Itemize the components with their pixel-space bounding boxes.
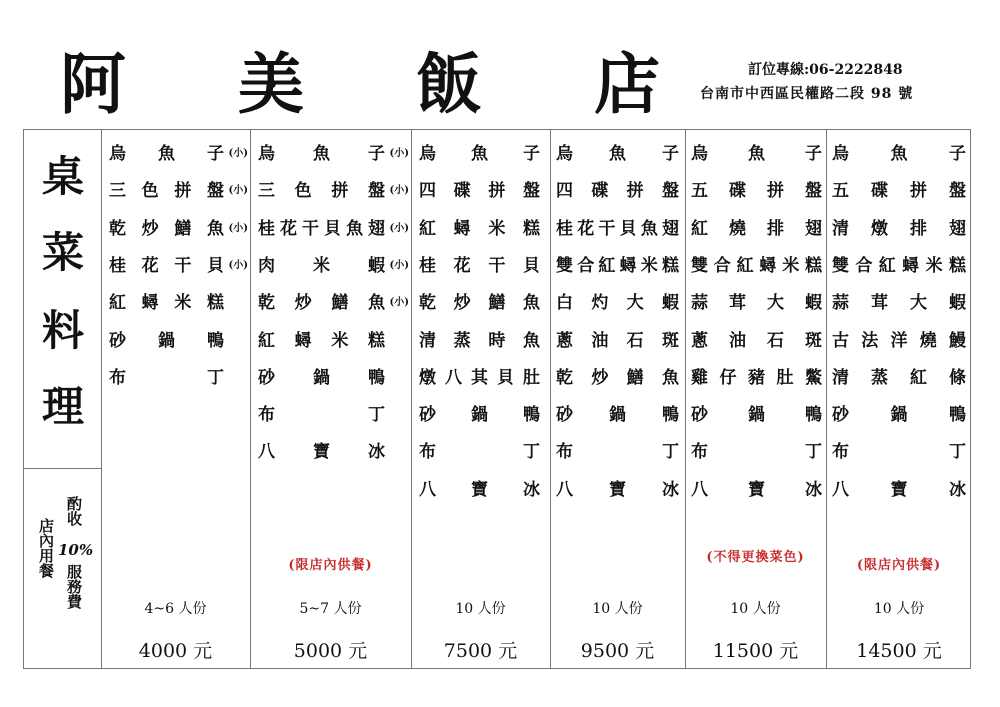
dish-char: 肉 — [258, 255, 275, 276]
dish-char: 拼 — [910, 181, 927, 202]
dish-char: 子 — [523, 144, 540, 164]
dish-char: 蟳 — [453, 218, 471, 239]
dish-char: 布 — [419, 442, 436, 463]
dish-char: 大 — [910, 293, 927, 314]
title-char-1: 阿 — [60, 45, 126, 123]
dish-char: 茸 — [871, 293, 888, 314]
dish-char: 盤 — [522, 181, 540, 202]
dish-char: 五 — [691, 181, 708, 202]
dish-char: 糕 — [206, 293, 224, 314]
dish-char: 子 — [207, 144, 224, 164]
dish-char: 合 — [713, 255, 731, 276]
dish-char: 糕 — [804, 255, 822, 276]
heading-char: 理 — [41, 382, 84, 431]
dish-char: 丁 — [662, 442, 679, 463]
price: 5000 元 — [293, 640, 368, 662]
dish-char: 八 — [556, 479, 573, 500]
dish-char: 丁 — [207, 367, 224, 388]
dish-char: 布 — [832, 442, 849, 463]
dish-char: 蟳 — [759, 255, 777, 276]
remark-note: (限店內供餐) — [288, 558, 373, 573]
dish-char: 布 — [691, 442, 708, 463]
dish-char: 魚 — [661, 367, 679, 388]
dish-char: 布 — [258, 405, 275, 426]
dish-char: 砂 — [832, 405, 849, 426]
dish-char: 石 — [626, 330, 644, 351]
menu-footer — [826, 130, 972, 668]
side-heading — [24, 130, 101, 468]
dish-char: 砂 — [691, 405, 708, 426]
title-char-4: 店 — [594, 45, 660, 123]
small-portion-tag: (小) — [228, 185, 248, 197]
dish-char: 白 — [556, 293, 573, 314]
dish-char: 碟 — [871, 181, 888, 202]
dish-char: 排 — [910, 218, 927, 239]
dish-char: 雙 — [832, 255, 849, 276]
contact-info — [700, 58, 965, 106]
remark-note: (限店內供餐) — [856, 558, 942, 573]
dish-char: 清 — [419, 330, 436, 351]
dish-char: 鍋 — [313, 367, 330, 388]
menu-column-3 — [411, 130, 550, 668]
title-char-3: 飯 — [416, 45, 482, 123]
serving-size: 10 人份 — [455, 601, 506, 617]
dish-char: 拼 — [174, 181, 192, 202]
dish-char: 干 — [598, 218, 616, 239]
dish-char: 拼 — [331, 181, 349, 202]
dish-char: 鱔 — [626, 367, 644, 388]
dish-char: 鴨 — [949, 405, 966, 426]
dish-char: 雞 — [691, 367, 708, 388]
dish-char: 烏 — [832, 144, 849, 164]
dish-char: 燒 — [729, 218, 746, 239]
dish-char: 乾 — [258, 293, 275, 314]
dish-char: 鴨 — [368, 367, 385, 388]
dish-char: 清 — [832, 218, 849, 239]
menu-footer — [550, 130, 685, 668]
dish-char: 洋 — [890, 330, 908, 351]
dish-char: 油 — [591, 330, 609, 351]
dish-char: 桂 — [556, 218, 573, 239]
dish-char: 烏 — [691, 144, 708, 164]
dish-char: 魚 — [471, 144, 488, 164]
menu-column-4 — [550, 130, 685, 668]
dish-char: 乾 — [556, 367, 573, 388]
dish-char: 蔥 — [691, 330, 708, 351]
dish-char: 桂 — [258, 218, 275, 239]
dish-char: 炒 — [294, 293, 312, 314]
dish-char: 干 — [488, 255, 506, 276]
dish-char: 蝦 — [661, 293, 679, 314]
dine-in-label: 店內用餐 — [37, 518, 55, 578]
dish-char: 蒜 — [691, 293, 708, 314]
dish-char: 貝 — [497, 367, 514, 388]
dish-char: 魚 — [522, 293, 540, 314]
dish-char: 蟳 — [141, 293, 159, 314]
dish-char: 砂 — [109, 330, 126, 351]
dish-char: 鱔 — [174, 218, 192, 239]
dish-char: 蝦 — [805, 293, 822, 314]
price: 9500 元 — [580, 640, 655, 662]
dish-char: 雙 — [556, 255, 573, 276]
dish-char: 大 — [626, 293, 644, 314]
dish-char: 三 — [258, 181, 275, 202]
dish-char: 拼 — [767, 181, 784, 202]
small-portion-tag: (小) — [389, 222, 409, 234]
dish-char: 紅 — [258, 330, 275, 351]
dish-char: 拼 — [488, 181, 506, 202]
dish-char: 丁 — [368, 405, 385, 426]
dish-char: 色 — [141, 181, 159, 202]
dish-char: 糕 — [661, 255, 679, 276]
dish-char: 冰 — [662, 479, 679, 500]
dish-char: 翅 — [368, 218, 385, 239]
dish-char: 燒 — [919, 330, 937, 351]
dish-char: 砂 — [556, 405, 573, 426]
dish-char: 干 — [174, 255, 192, 276]
dish-char: 蝦 — [368, 255, 385, 276]
dish-char: 糕 — [522, 218, 540, 239]
dish-char: 貝 — [324, 218, 341, 239]
dish-char: 八 — [258, 442, 275, 463]
title-char-2: 美 — [238, 45, 304, 123]
dish-char: 碟 — [453, 181, 471, 202]
dish-char: 炒 — [591, 367, 609, 388]
dish-char: 冰 — [523, 479, 540, 500]
menu-footer — [411, 130, 550, 668]
dish-char: 紅 — [910, 367, 927, 388]
dish-char: 紅 — [736, 255, 754, 276]
dish-char: 魚 — [158, 144, 175, 164]
dish-char: 條 — [949, 367, 966, 388]
dish-char: 拼 — [626, 181, 644, 202]
dish-char: 仔 — [719, 367, 737, 388]
price: 7500 元 — [443, 640, 518, 662]
charge-label-bottom: 服務費 — [65, 564, 83, 609]
dish-char: 砂 — [419, 405, 436, 426]
dish-char: 清 — [832, 367, 849, 388]
dish-char: 燉 — [419, 367, 436, 388]
dish-char: 八 — [419, 479, 436, 500]
small-portion-tag: (小) — [389, 148, 409, 159]
address-line: 台南市中西區民權路二段 98 號 — [700, 86, 914, 102]
dish-char: 米 — [331, 330, 349, 351]
dish-char: 魚 — [890, 144, 908, 164]
dish-char: 鍋 — [471, 405, 488, 426]
dish-char: 鱔 — [331, 293, 349, 314]
dish-char: 翅 — [949, 218, 966, 239]
dish-char: 烏 — [258, 144, 275, 164]
menu-column-5 — [685, 130, 826, 668]
dish-char: 冰 — [805, 479, 822, 500]
dish-char: 烏 — [556, 144, 573, 164]
dish-char: 鴨 — [805, 405, 822, 426]
dish-char: 炒 — [453, 293, 471, 314]
dish-char: 烏 — [109, 144, 126, 164]
dish-char: 翅 — [805, 218, 822, 239]
dish-char: 色 — [294, 181, 312, 202]
dish-char: 布 — [109, 367, 126, 388]
dish-char: 魚 — [313, 144, 330, 164]
dish-char: 冰 — [949, 479, 966, 500]
dish-char: 花 — [280, 218, 297, 239]
dish-char: 米 — [313, 255, 330, 276]
dish-char: 四 — [419, 181, 436, 202]
dish-char: 桂 — [109, 255, 126, 276]
dish-char: 合 — [577, 255, 595, 276]
dish-char: 丁 — [523, 442, 540, 463]
dish-char: 丁 — [805, 442, 822, 463]
dish-char: 魚 — [346, 218, 363, 239]
dish-char: 米 — [488, 218, 506, 239]
dish-char: 糕 — [367, 330, 385, 351]
dish-char: 米 — [782, 255, 800, 276]
dish-char: 干 — [302, 218, 319, 239]
dish-char: 八 — [832, 479, 849, 500]
charge-percent: 10% — [58, 541, 94, 559]
dish-char: 紅 — [419, 218, 436, 239]
small-portion-tag: (小) — [389, 185, 409, 197]
small-portion-tag: (小) — [228, 148, 248, 159]
dish-char: 布 — [556, 442, 573, 463]
dish-char: 肚 — [523, 367, 540, 388]
small-portion-tag: (小) — [228, 259, 248, 271]
dish-char: 大 — [767, 293, 784, 314]
dish-char: 魚 — [609, 144, 626, 164]
menu-column-6 — [826, 130, 972, 668]
dish-char: 魚 — [206, 218, 224, 239]
dish-char: 八 — [445, 367, 462, 388]
dish-char: 古 — [832, 330, 849, 351]
dish-char: 鍋 — [890, 405, 908, 426]
dish-char: 子 — [662, 144, 679, 164]
dish-char: 米 — [174, 293, 192, 314]
dish-char: 花 — [577, 218, 595, 239]
dish-char: 油 — [729, 330, 746, 351]
dish-char: 子 — [805, 144, 822, 164]
menu-footer — [101, 130, 250, 668]
dish-char: 鍋 — [609, 405, 626, 426]
heading-char: 料 — [41, 306, 84, 355]
dish-char: 三 — [109, 181, 126, 202]
price: 14500 元 — [856, 640, 942, 662]
dish-char: 鍋 — [748, 405, 765, 426]
dish-char: 鰻 — [949, 330, 966, 351]
heading-char: 桌 — [41, 152, 84, 201]
dish-char: 八 — [691, 479, 708, 500]
dish-char: 盤 — [367, 181, 385, 202]
dish-char: 貝 — [619, 218, 637, 239]
dish-char: 盤 — [661, 181, 679, 202]
dish-char: 鴨 — [523, 405, 540, 426]
dish-char: 貝 — [206, 255, 224, 276]
dish-char: 花 — [141, 255, 159, 276]
dish-char: 蟳 — [619, 255, 637, 276]
dish-char: 鴨 — [662, 405, 679, 426]
dish-char: 冰 — [368, 442, 385, 463]
dish-char: 蔥 — [556, 330, 573, 351]
dish-char: 魚 — [367, 293, 385, 314]
menu-table — [23, 129, 971, 669]
dish-char: 烏 — [419, 144, 436, 164]
phone-line: 訂位專線:06-2222848 — [748, 62, 903, 78]
dish-char: 花 — [453, 255, 471, 276]
serving-size: 4~6 人份 — [144, 601, 207, 617]
dish-char: 紅 — [878, 255, 896, 276]
dish-char: 雙 — [691, 255, 708, 276]
dish-char: 其 — [471, 367, 488, 388]
dish-char: 斑 — [805, 330, 822, 351]
small-portion-tag: (小) — [389, 259, 409, 271]
dish-char: 魚 — [640, 218, 658, 239]
dish-char: 桂 — [419, 255, 436, 276]
serving-size: 5~7 人份 — [299, 601, 362, 617]
dish-char: 蝦 — [949, 293, 966, 314]
dish-char: 盤 — [949, 181, 966, 202]
menu-footer — [685, 130, 826, 668]
dish-char: 石 — [767, 330, 784, 351]
dish-char: 時 — [488, 330, 506, 351]
dish-char: 四 — [556, 181, 573, 202]
dish-char: 寶 — [748, 479, 765, 500]
dish-char: 盤 — [805, 181, 822, 202]
small-portion-tag: (小) — [389, 297, 409, 309]
dish-char: 寶 — [609, 479, 626, 500]
dish-char: 肚 — [776, 367, 794, 388]
dish-char: 燉 — [871, 218, 888, 239]
dish-char: 鱉 — [805, 367, 822, 388]
dish-char: 鍋 — [158, 330, 175, 351]
dish-char: 豬 — [748, 367, 765, 388]
service-charge-note — [24, 468, 101, 668]
dish-char: 紅 — [691, 218, 708, 239]
dish-char: 斑 — [661, 330, 679, 351]
dish-char: 魚 — [748, 144, 765, 164]
dish-char: 乾 — [419, 293, 436, 314]
dish-char: 魚 — [522, 330, 540, 351]
dish-char: 灼 — [591, 293, 609, 314]
dish-char: 蒸 — [871, 367, 888, 388]
small-portion-tag: (小) — [228, 222, 248, 234]
dish-char: 紅 — [109, 293, 126, 314]
dish-char: 寶 — [471, 479, 488, 500]
menu-column-1 — [101, 130, 250, 668]
dish-char: 盤 — [206, 181, 224, 202]
dish-char: 米 — [640, 255, 658, 276]
serving-size: 10 人份 — [873, 601, 925, 617]
charge-label-top: 酌收 — [65, 496, 83, 526]
dish-char: 子 — [949, 144, 966, 164]
menu-column-2 — [250, 130, 411, 668]
dish-char: 蒜 — [832, 293, 849, 314]
dish-char: 砂 — [258, 367, 275, 388]
dish-char: 寶 — [313, 442, 330, 463]
dish-char: 排 — [767, 218, 784, 239]
dish-char: 炒 — [141, 218, 159, 239]
dish-char: 乾 — [109, 218, 126, 239]
dish-char: 貝 — [522, 255, 540, 276]
menu-footer — [250, 130, 411, 668]
dish-char: 丁 — [949, 442, 966, 463]
dish-char: 糕 — [948, 255, 966, 276]
serving-size: 10 人份 — [592, 601, 643, 617]
dish-char: 寶 — [890, 479, 908, 500]
dish-char: 米 — [925, 255, 943, 276]
dish-char: 鱔 — [488, 293, 506, 314]
dish-char: 碟 — [591, 181, 609, 202]
heading-char: 菜 — [41, 228, 84, 277]
remark-note: (不得更換菜色) — [706, 550, 805, 565]
dish-char: 蟳 — [294, 330, 312, 351]
price: 11500 元 — [712, 640, 799, 662]
dish-char: 蟳 — [902, 255, 920, 276]
serving-size: 10 人份 — [730, 601, 781, 617]
dish-char: 鴨 — [207, 330, 224, 351]
dish-char: 茸 — [729, 293, 746, 314]
dish-char: 碟 — [729, 181, 746, 202]
dish-char: 紅 — [598, 255, 616, 276]
dish-char: 子 — [368, 144, 385, 164]
dish-char: 五 — [832, 181, 849, 202]
dish-char: 翅 — [661, 218, 679, 239]
dish-char: 蒸 — [453, 330, 471, 351]
price: 4000 元 — [138, 640, 213, 662]
dish-char: 合 — [855, 255, 873, 276]
dish-char: 法 — [861, 330, 879, 351]
